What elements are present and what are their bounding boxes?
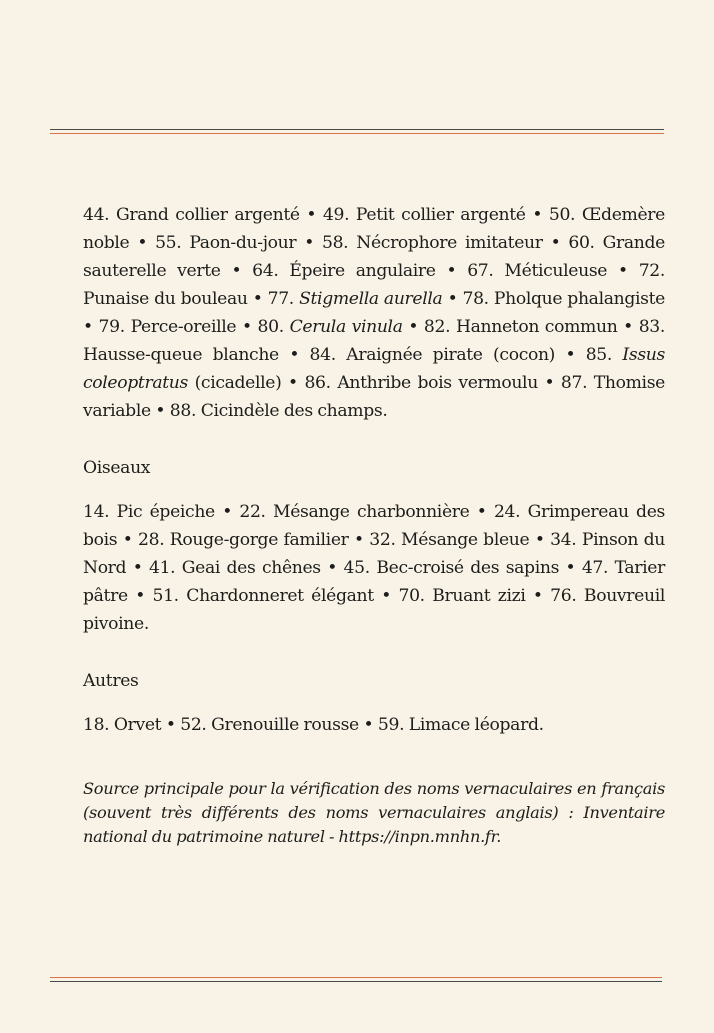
others-list: 18. Orvet • 52. Grenouille rousse • 59. Limace léopard.: [83, 715, 544, 735]
insects-list: [83, 201, 665, 425]
insects-text-3: • 82. Hanneton commun • 83. Hausse-queue blanche • 84. Araignée pirate (cocon) • 85.: [83, 317, 666, 365]
birds-heading: Oiseaux: [83, 458, 151, 478]
bottom-divider: [50, 977, 662, 982]
insects-text-4: (cicadelle) • 86. Anthribe bois vermoulu • 87. Thomise variable • 88. Cicindèle des champs.: [83, 373, 665, 421]
others-heading: Autres: [83, 671, 139, 691]
source-note: Source principale pour la vérification des noms vernaculaires en français (souvent très différents des noms vernaculaires anglais) : Inventaire national du patrimoine naturel - https://inpn.mnhn.fr.: [83, 779, 665, 846]
species-index: [83, 201, 665, 849]
species-issus: Issus coleoptratus: [83, 345, 665, 393]
insects-text-2: • 78. Pholque phalangiste • 79. Perce-oreille • 80.: [83, 289, 665, 337]
species-cerula: Cerula vinula: [289, 317, 403, 337]
insects-text-1: 44. Grand collier argenté • 49. Petit collier argenté • 50. Œdemère noble • 55. Paon-du-jour • 58. Nécrophore imitateur • 60. Grande sauterelle verte • 64. Épeire angulaire • 67. Méticuleuse • 72. Punaise du bouleau • 77.: [83, 205, 665, 309]
species-stigmella: Stigmella aurella: [299, 289, 443, 309]
birds-list: 14. Pic épeiche • 22. Mésange charbonnière • 24. Grimpereau des bois • 28. Rouge-gorge familier • 32. Mésange bleue • 34. Pinson du Nord • 41. Geai des chênes • 45. Bec-croisé des sapins • 47. Tarier pâtre • 51. Chardonneret élégant • 70. Bruant zizi • 76. Bouvreuil pivoine.: [83, 502, 665, 634]
top-divider: [50, 129, 664, 134]
